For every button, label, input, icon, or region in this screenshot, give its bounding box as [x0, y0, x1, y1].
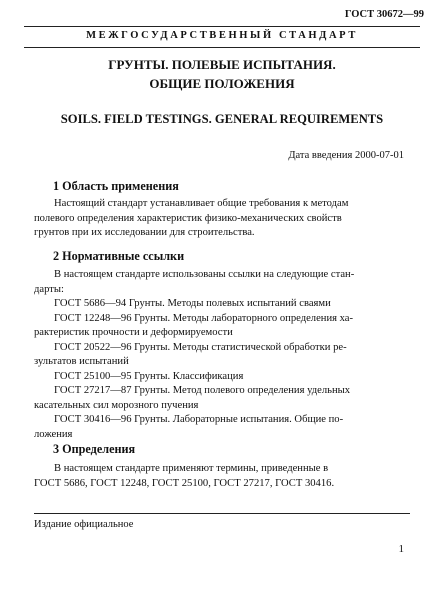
reference-gost-20522: ГОСТ 20522—96 Грунты. Методы статистической обработки ре- — [54, 341, 347, 353]
text-line: ложения — [34, 428, 73, 440]
section-1-heading: 1 Область применения — [53, 179, 179, 193]
text-line: грунтов при их исследовании для строительства. — [34, 227, 255, 238]
standard-type: МЕЖГОСУДАРСТВЕННЫЙ СТАНДАРТ — [86, 30, 358, 41]
official-edition-note: Издание официальное — [34, 519, 134, 530]
section-2-heading: 2 Нормативные ссылки — [53, 249, 185, 263]
footer-rule — [34, 513, 410, 514]
text-line: рактеристик прочности и деформируемости — [34, 327, 233, 338]
text-line: В настоящем стандарте использованы ссылки на следующие стан- — [54, 269, 355, 280]
date-of-introduction: Дата введения 2000-07-01 — [288, 150, 404, 161]
text-line: ГОСТ 5686, ГОСТ 12248, ГОСТ 25100, ГОСТ 27217, ГОСТ 30416. — [34, 477, 335, 489]
reference-gost-12248: ГОСТ 12248—96 Грунты. Методы лабораторного определения ха- — [54, 312, 354, 324]
title-ru-line1: ГРУНТЫ. ПОЛЕВЫЕ ИСПЫТАНИЯ. — [108, 57, 336, 72]
title-ru-line2: ОБЩИЕ ПОЛОЖЕНИЯ — [149, 76, 295, 91]
reference-gost-5686: ГОСТ 5686—94 Грунты. Методы полевых испытаний сваями — [54, 298, 331, 309]
top-rule — [24, 26, 420, 27]
reference-gost-27217: ГОСТ 27217—87 Грунты. Метод полевого определения удельных — [54, 385, 351, 396]
section-3-body — [34, 462, 401, 491]
text-line: зультатов испытаний — [34, 356, 129, 367]
text-line: касательных сил морозного пучения — [34, 399, 199, 411]
reference-gost-30416: ГОСТ 30416—96 Грунты. Лабораторные испытания. Общие по- — [54, 414, 344, 425]
text-line: Настоящий стандарт устанавливает общие требования к методам — [54, 198, 349, 209]
reference-gost-25100: ГОСТ 25100—95 Грунты. Классификация — [54, 370, 244, 382]
title-en: SOILS. FIELD TESTINGS. GENERAL REQUIREMENTS — [60, 112, 384, 126]
section-2-body — [34, 268, 401, 442]
gost-code: ГОСТ 30672—99 — [344, 9, 424, 20]
section-3-heading: 3 Определения — [53, 442, 136, 456]
text-line: полевого определения характеристик физико-механических свойств — [34, 212, 342, 224]
page-number: 1 — [398, 543, 404, 555]
text-line: дарты: — [34, 283, 64, 295]
section-1-body — [34, 197, 401, 241]
text-line: В настоящем стандарте применяют термины, приведенные в — [54, 463, 329, 474]
header-rule — [24, 47, 420, 48]
